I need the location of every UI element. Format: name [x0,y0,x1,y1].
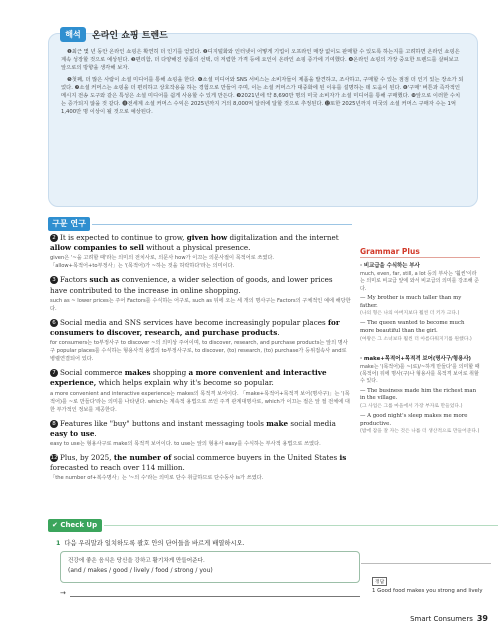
page-number: 39 [476,614,488,623]
sentence-text: forecasted to reach over 114 million. [50,463,185,473]
sentence-text: Social commerce [60,368,125,378]
translation-paragraph-2: ❺첫째, 더 많은 사람이 소셜 미디어를 통해 쇼핑을 한다. ❻소셜 미디어와 SNS 서비스는 소비자들이 제품을 발견하고, 조사하고, 구매할 수 있는 점점 더 인기 있는 장소가 되었다. ❼소셜 커머스는 쇼핑을 더 편리하고 상호작용을 하는 경험으로 만들어 주며, 이는 소셜 커머스가 대중화에 된 이유를 설명하는 데 도움이 된다. ❽'구매' 버튼과 즉각적인 메시지 전송 도구와 같은 특성은 소셜 미디어를 쉽게 사용할 수 있게 만든다. ❾2021년에 약 8,690만 명의 미국 소비자가 소셜 미디어를 통해 구매했다. ❿앞으로 이러한 수치는 증가되지 않을 것 같다. ⓫전세계 소셜 커머스 수익은 2025년까지 거의 8,000억 달러에 달할 것으로 추정된다. ⓬또한 2025년까지 미국의 소셜 커머스 구매자 수는 1억 1,400만 명 이상이 될 것으로 예상된다. [61,76,464,116]
grammar-example: — A good night's sleep makes me more productive. [360,413,468,427]
english-sentence [50,275,352,295]
sentence-highlight: for consumers to discover, research, and purchase products [50,317,340,338]
translation-tag: 해석 [60,27,86,42]
sentence-text: which helps explain why it's become so popular. [96,378,274,388]
korean-explanation: given은 '~을 고려할 때'라는 의미의 전치사로, 의문사 how가 이끄는 의문사절이 목적어로 쓰였다. 「allow+목적어+to부정사」는 '(목적어)가 ~하는 것을 허락하다'라는 의미이다. [50,255,275,270]
sentence-text: . [277,328,280,338]
sentence-highlight: the number of [113,453,172,463]
korean-prompt: 건강에 좋은 음식은 당신을 강하고 활기차게 만들어준다. [68,558,205,564]
korean-explanation: a more convenient and interactive experience는 makes의 목적격 보어이다. 「make+목적어+목적격 보어(명사구)」는 '(목적어)를 ~로 만들다'라는 의미를 나타낸다. which는 계속적 용법으로 쓰인 주격 관계대명사로, which가 이끄는 절은 앞 절 전체에 대한 부가적인 정보를 제공한다. [50,390,350,413]
syntax-item [50,368,352,413]
section-tag: 구문 연구 [48,217,90,231]
syntax-item [50,419,352,448]
answer-label: 정답 [372,577,387,586]
sentence-highlight: given how [186,233,228,242]
sentence-number: 8 [50,420,58,428]
sentence-text: social media [288,418,336,428]
grammar-topic-heading: · make+목적어+목적격 보어(명사구/형용사) [360,355,471,362]
check-up-prompt-box [60,551,360,583]
sentence-text: shopping [150,368,189,378]
grammar-example: — The business made him the richest man in the village. [360,387,477,402]
english-sentence [50,368,352,388]
sentence-text: Factors [60,275,90,285]
sentence-highlight: is [339,453,347,463]
unit-title: Smart Consumers [410,615,473,623]
question-number: 1 [56,540,61,547]
question-text: 다음 우리말과 일치하도록 괄호 안의 단어들을 바르게 배열하시오. [64,540,245,547]
grammar-topic-heading: · 비교급을 수식하는 부사 [360,263,420,269]
sentence-highlight: easy to use [50,428,95,438]
sentence-text: It is expected to continue to grow, [60,233,187,242]
sentence-highlight: allow companies to sell [50,243,144,253]
sentence-text: Features like "buy" buttons and instant messaging tools [60,418,267,428]
grammar-example: — My brother is much taller than my father. [360,295,462,309]
sentence-text: Social media and SNS services have become increasingly popular places [60,317,328,327]
sentence-text: convenience, a wider selection of goods, and lower prices have contributed to the increase in online shopping. [50,275,333,295]
korean-explanation: for consumers는 to부정사구 to discover ~의 의미상 주어이며, to discover, research, and purchase products는 앞의 명사구 popular places를 수식하는 형용사적 용법의 to부정사구로, to discover, (to) research, (to) purchase가 등위접속사 and로 병렬연결되어 있다. [50,340,348,363]
grammar-plus-title: Grammar Plus [360,247,420,256]
sentence-text: digitalization and the internet [227,233,339,242]
grammar-topic-text: make는 '(목적어)를 ~(로)/~하게 만들다'를 의미할 때 (목적어) 뒤에 명사(구)나 형용사를 목적격 보어로 취할 수 있다. [360,363,480,385]
sentence-highlight: such as [89,275,120,285]
word-bank: (and / makes / good / lively / food / strong / you) [68,567,213,574]
spacer [360,346,480,354]
syntax-item [50,453,352,482]
korean-explanation: easy to use는 형용사구로 make의 목적격 보어이다. to use는 앞의 형용사 easy를 수식하는 부사적 용법으로 쓰였다. [50,441,321,448]
sentence-highlight: a more convenient and interactive experience, [50,368,327,388]
english-sentence [50,419,352,439]
english-sentence [50,318,352,338]
check-up-tag: ✔ Check Up [48,519,102,532]
answer-divider [361,563,491,564]
grammar-topic-text: much, even, far, still, a lot 등의 부사는 '훨씬'이라는 의미로 비교급 앞에 와서 비교급의 의미를 강조해 준다. [360,271,479,292]
sentence-text: Plus, by 2025, [60,453,114,463]
korean-explanation: 「the number of+복수명사」는 '~의 수'라는 의미로 단수 취급하므로 단수동사 is가 쓰였다. [50,475,264,482]
english-sentence [50,233,352,253]
check-up-question [56,538,245,547]
sentence-highlight: make [266,418,289,428]
answer-text: 1 Good food makes you strong and lively [372,588,483,594]
grammar-example-translation: (밤에 잠을 잘 자는 것은 나를 더 생산적으로 만들어준다.) [360,429,480,435]
grammar-example-translation: (나의 형은 나의 아버지보다 훨씬 더 키가 크다.) [360,311,460,317]
sentence-number: 3 [50,276,58,284]
grammar-example-translation: (그 사업은 그를 마을에서 가장 부자로 만들었다.) [360,404,463,409]
sentence-text: social commerce buyers in the United States [171,453,340,463]
page-footer [410,614,488,623]
english-sentence [50,453,352,473]
answer-arrow: → [60,589,66,597]
syntax-item [50,275,352,312]
translation-heading: 온라인 쇼핑 트렌드 [92,31,168,41]
answer-key [372,568,492,595]
syntax-item [50,318,352,363]
sentence-number: 12 [50,455,58,462]
grammar-plus-divider [360,257,480,258]
sentence-text: . [94,428,97,438]
syntax-study-list [50,233,352,487]
sentence-number: 7 [50,369,58,377]
syntax-item [50,233,352,270]
section-divider [92,224,352,225]
korean-explanation: such as ~ lower prices는 주어 Factors를 수식하는 어구로, such as 뒤에 오는 세 개의 명사구는 Factors의 구체적인 예에 해당한다. [50,297,351,312]
sentence-text: without a physical presence. [143,243,251,253]
sentence-highlight: makes [124,368,151,378]
translation-paragraph-1: ❶최근 몇 년 동안 온라인 쇼핑은 확연히 더 인기를 얻었다. ❷디지털화와 인터넷이 어떻게 기업이 오프라인 매장 없이도 판매할 수 있도록 하는지를 고려하면 온라인 쇼핑은 계속 성장할 것으로 예상된다. ❸편리함, 더 다양해진 상품의 선택, 더 저렴한 가격 등에 요인이 온라인 쇼핑 증가에 기여했다. ❹온라인 쇼핑의 가장 중요한 트렌드를 살펴보고 앞으로의 방향을 생각해 보자. [61,49,460,72]
grammar-example: — The queen wanted to become much more beautiful than the girl. [360,320,465,334]
answer-line[interactable] [70,596,360,597]
sentence-number: 2 [50,234,58,242]
grammar-example-translation: (여왕은 그 소녀보다 훨씬 더 아름다워지기를 원했다.) [360,336,472,342]
check-up-divider [104,525,498,526]
sentence-number: 6 [50,319,58,327]
translation-panel [48,33,478,207]
check-up-label: Check Up [60,521,98,529]
grammar-plus-panel [360,247,480,438]
